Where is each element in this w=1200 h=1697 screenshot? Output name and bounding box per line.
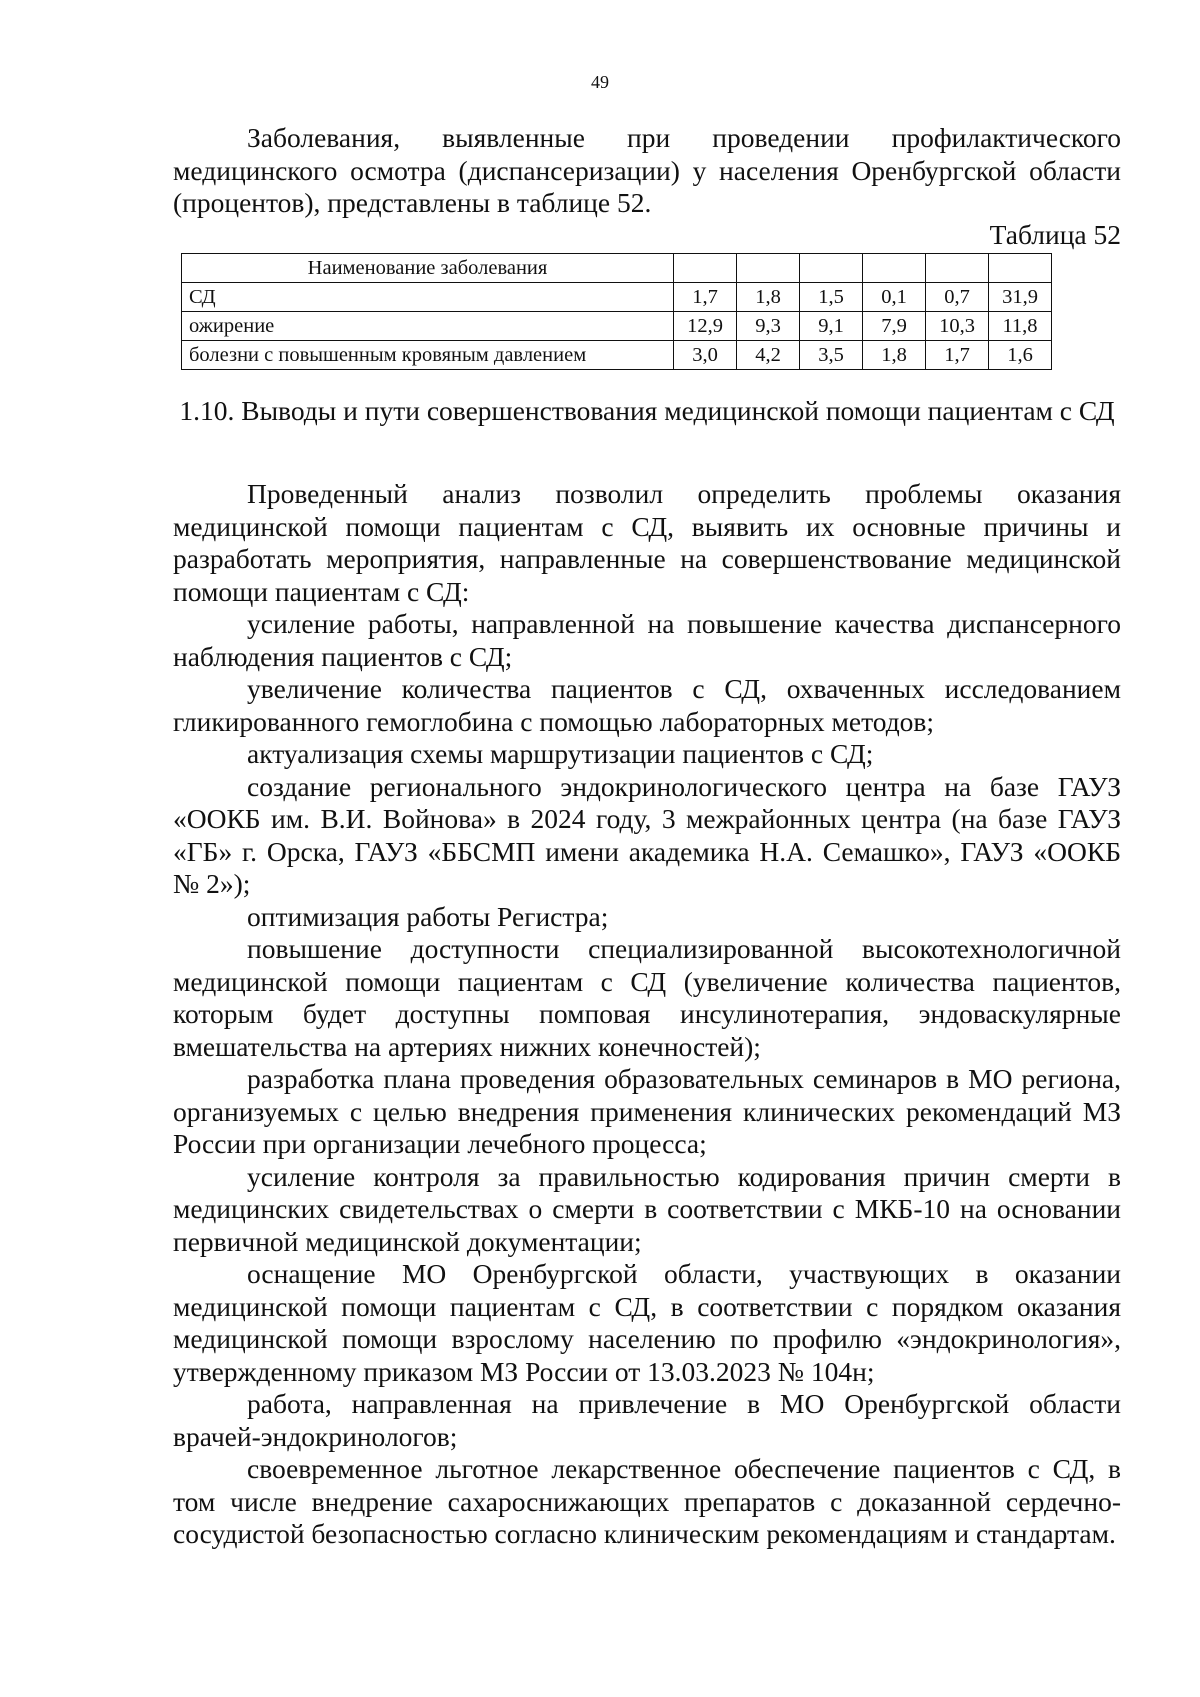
table-header-blank	[737, 254, 800, 283]
section-body	[173, 478, 1121, 1551]
table-cell: 9,3	[737, 312, 800, 341]
list-item: увеличение количества пациентов с СД, охваченных исследованием гликированного гемоглобина с помощью лабораторных методов;	[173, 673, 1121, 737]
table-cell: 9,1	[800, 312, 863, 341]
table-cell: 0,1	[863, 283, 926, 312]
table-row	[182, 312, 1052, 341]
table-cell: 31,9	[989, 283, 1052, 312]
table-cell: 11,8	[989, 312, 1052, 341]
list-item: усиление контроля за правильностью кодирования причин смерти в медицинских свидетельствах о смерти в соответствии с МКБ-10 на основании первичной медицинской документации;	[173, 1160, 1121, 1257]
table-cell: 1,5	[800, 283, 863, 312]
list-item: разработка плана проведения образовательных семинаров в МО региона, организуемых с целью внедрения применения клинических рекомендаций МЗ России при организации лечебного процесса;	[173, 1063, 1121, 1159]
table-cell: 1,8	[737, 283, 800, 312]
table-cell: 0,7	[926, 283, 989, 312]
row-label: ожирение	[182, 312, 674, 341]
table-header-blank	[800, 254, 863, 283]
table-header-blank	[674, 254, 737, 283]
intro-block	[173, 122, 1121, 220]
list-item: оптимизация работы Регистра;	[247, 900, 609, 932]
list-item: оснащение МО Оренбургской области, участвующих в оказании медицинской помощи пациентам с СД, в соответствии с порядком оказания медицинской помощи взрослому населению по профилю «эндокринология», утвержденному приказом МЗ России от 13.03.2023 № 104н;	[173, 1258, 1121, 1387]
table-caption: Таблица 52	[989, 219, 1121, 250]
table-cell: 3,0	[674, 341, 737, 370]
disease-table	[181, 253, 1052, 370]
table-cell: 4,2	[737, 341, 800, 370]
table-cell: 3,5	[800, 341, 863, 370]
list-item: повышение доступности специализированной высокотехнологичной медицинской помощи пациентам с СД (увеличение количества пациентов, которым будет доступны помповая инсулинотерапия, эндоваскулярные вмешательства на артериях нижних конечностей);	[173, 933, 1121, 1062]
list-item: усиление работы, направленной на повышение качества диспансерного наблюдения пациентов с СД;	[173, 608, 1121, 672]
table-cell: 1,6	[989, 341, 1052, 370]
table-row	[182, 341, 1052, 370]
table-cell: 12,9	[674, 312, 737, 341]
section-heading: 1.10. Выводы и пути совершенствования медицинской помощи пациентам с СД	[179, 395, 1115, 426]
table-header-blank	[926, 254, 989, 283]
page-number: 49	[591, 72, 609, 92]
table-row	[182, 283, 1052, 312]
row-label: болезни с повышенным кровяным давлением	[182, 341, 674, 370]
table-header-row	[182, 254, 1052, 283]
table-header-blank	[989, 254, 1052, 283]
intro-paragraph: Заболевания, выявленные при проведении профилактического медицинского осмотра (диспансеризации) у населения Оренбургской области (процентов), представлены в таблице 52.	[173, 122, 1121, 218]
list-item: работа, направленная на привлечение в МО Оренбургской области врачей-эндокринологов;	[173, 1388, 1121, 1452]
list-item: своевременное льготное лекарственное обеспечение пациентов с СД, в том числе внедрение сахароснижающих препаратов с доказанной сердечно-сосудистой безопасностью согласно клиническим рекомендациям и стандартам.	[173, 1453, 1121, 1549]
table-cell: 1,8	[863, 341, 926, 370]
table-cell: 10,3	[926, 312, 989, 341]
list-item: актуализация схемы маршрутизации пациентов с СД;	[247, 738, 874, 769]
table-header-blank	[863, 254, 926, 283]
body-paragraph: Проведенный анализ позволил определить проблемы оказания медицинской помощи пациентам с СД, выявить их основные причины и разработать мероприятия, направленные на совершенствование медицинской помощи пациентам с СД:	[173, 478, 1121, 607]
table-cell: 1,7	[674, 283, 737, 312]
row-label: СД	[182, 283, 674, 312]
list-item: создание регионального эндокринологического центра на базе ГАУЗ «ООКБ им. В.И. Войнова» в 2024 году, 3 межрайонных центра (на базе ГАУЗ «ГБ» г. Орска, ГАУЗ «ББСМП имени академика Н.А. Семашко», ГАУЗ «ООКБ № 2»);	[173, 770, 1121, 899]
table-cell: 1,7	[926, 341, 989, 370]
table-cell: 7,9	[863, 312, 926, 341]
table-header-cell: Наименование заболевания	[182, 254, 674, 283]
